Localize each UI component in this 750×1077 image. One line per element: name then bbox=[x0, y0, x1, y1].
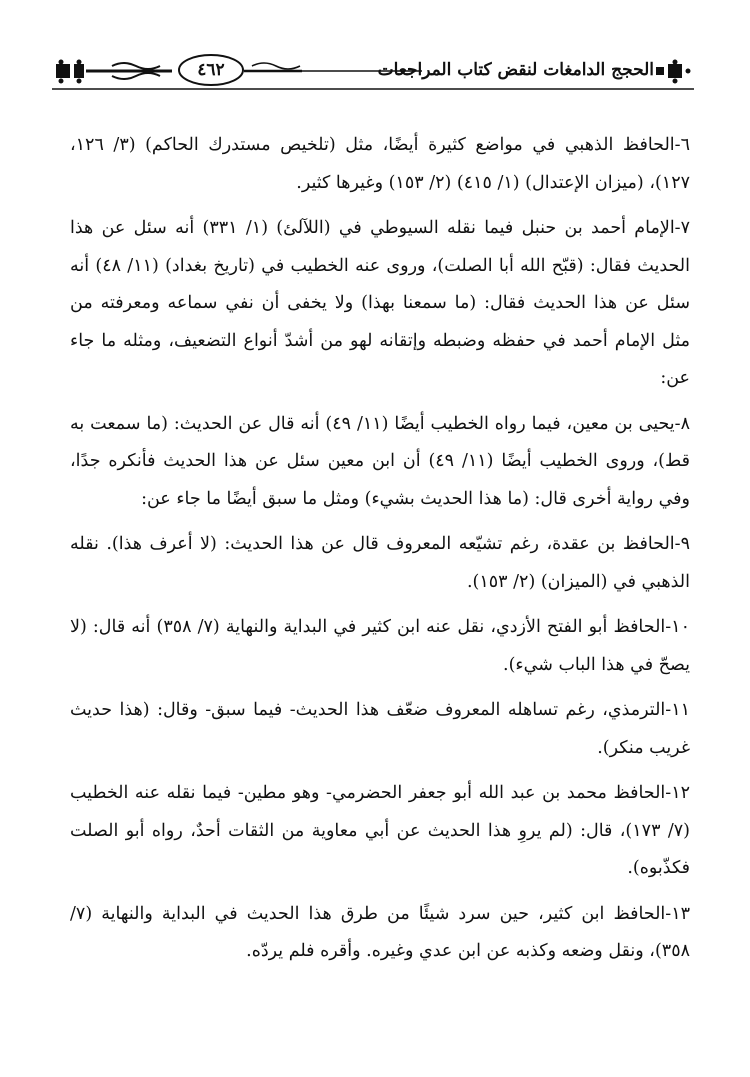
paragraph-10: ١٠-الحافظ أبو الفتح الأزدي، نقل عنه ابن كثير في البداية والنهاية (٧/ ٣٥٨) أنه قال: (لا يصحّ في هذا الباب شيء). bbox=[70, 617, 690, 675]
page-body bbox=[70, 127, 690, 971]
right-ornament-icon bbox=[656, 60, 691, 84]
paragraph-9: ٩-الحافظ بن عقدة، رغم تشيّعه المعروف قال عن هذا الحديث: (لا أعرف هذا). نقله الذهبي في (الميزان) (٢/ ١٥٣). bbox=[70, 534, 690, 592]
running-title: الحجج الدامغات لنقض كتاب المراجعات bbox=[377, 60, 654, 80]
paragraph-6: ٦-الحافظ الذهبي في مواضع كثيرة أيضًا، مثل (تلخيص مستدرك الحاكم) (٣/ ١٢٦، ١٢٧)، (ميزان الإعتدال) (١/ ٤١٥) (٢/ ١٥٣) وغيرها كثير. bbox=[70, 135, 690, 193]
page-header bbox=[52, 52, 694, 92]
paragraph-13: ١٣-الحافظ ابن كثير، حين سرد شيئًا من طرق هذا الحديث في البداية والنهاية (٧/ ٣٥٨)، ونقل وضعه وكذبه عن ابن عدي وغيره. وأقره فلم يردّه. bbox=[70, 903, 690, 961]
paragraph-11: ١١-الترمذي، رغم تساهله المعروف ضعّف هذا الحديث- فيما سبق- وقال: (هذا حديث غريب منكر). bbox=[70, 700, 690, 758]
page-number: ٤٦٢ bbox=[197, 60, 225, 80]
left-ornament-icon bbox=[56, 60, 84, 84]
paragraph-12: ١٢-الحافظ محمد بن عبد الله أبو جعفر الحضرمي- وهو مطين- فيما نقله عنه الخطيب (٧/ ١٧٣)، قال: (لم يروِ هذا الحديث عن أبي معاوية من الثقات أحدٌ، رواه أبو الصلت فكذّبوه). bbox=[70, 783, 690, 878]
paragraph-8: ٨-يحيى بن معين، فيما رواه الخطيب أيضًا (١١/ ٤٩) أنه قال عن الحديث: (ما سمعت به قط)، وروى الخطيب أيضًا (١١/ ٤٩) أن ابن معين سئل عن هذا الحديث فأنكره جدًا، وفي رواية أخرى قال: (ما هذا الحديث بشيء) ومثل ما سبق أيضًا ما جاء عن: bbox=[70, 413, 690, 509]
paragraph-7: ٧-الإمام أحمد بن حنبل فيما نقله السيوطي في (اللآلئ) (١/ ٣٣١) أنه سئل عن هذا الحديث فقال: (قبّح الله أبا الصلت)، وروى عنه الخطيب في (تاريخ بغداد) (١١/ ٤٨) أنه سئل عن هذا الحديث فقال: (ما سمعنا بهذا) ولا يخفى أن نفي سماعه ومعرفته من مثل الإمام أحمد في حفظه وضبطه وإتقانه لهو من أشدّ أنواع التضعيف، ومثله ما جاء عن: bbox=[70, 218, 690, 388]
